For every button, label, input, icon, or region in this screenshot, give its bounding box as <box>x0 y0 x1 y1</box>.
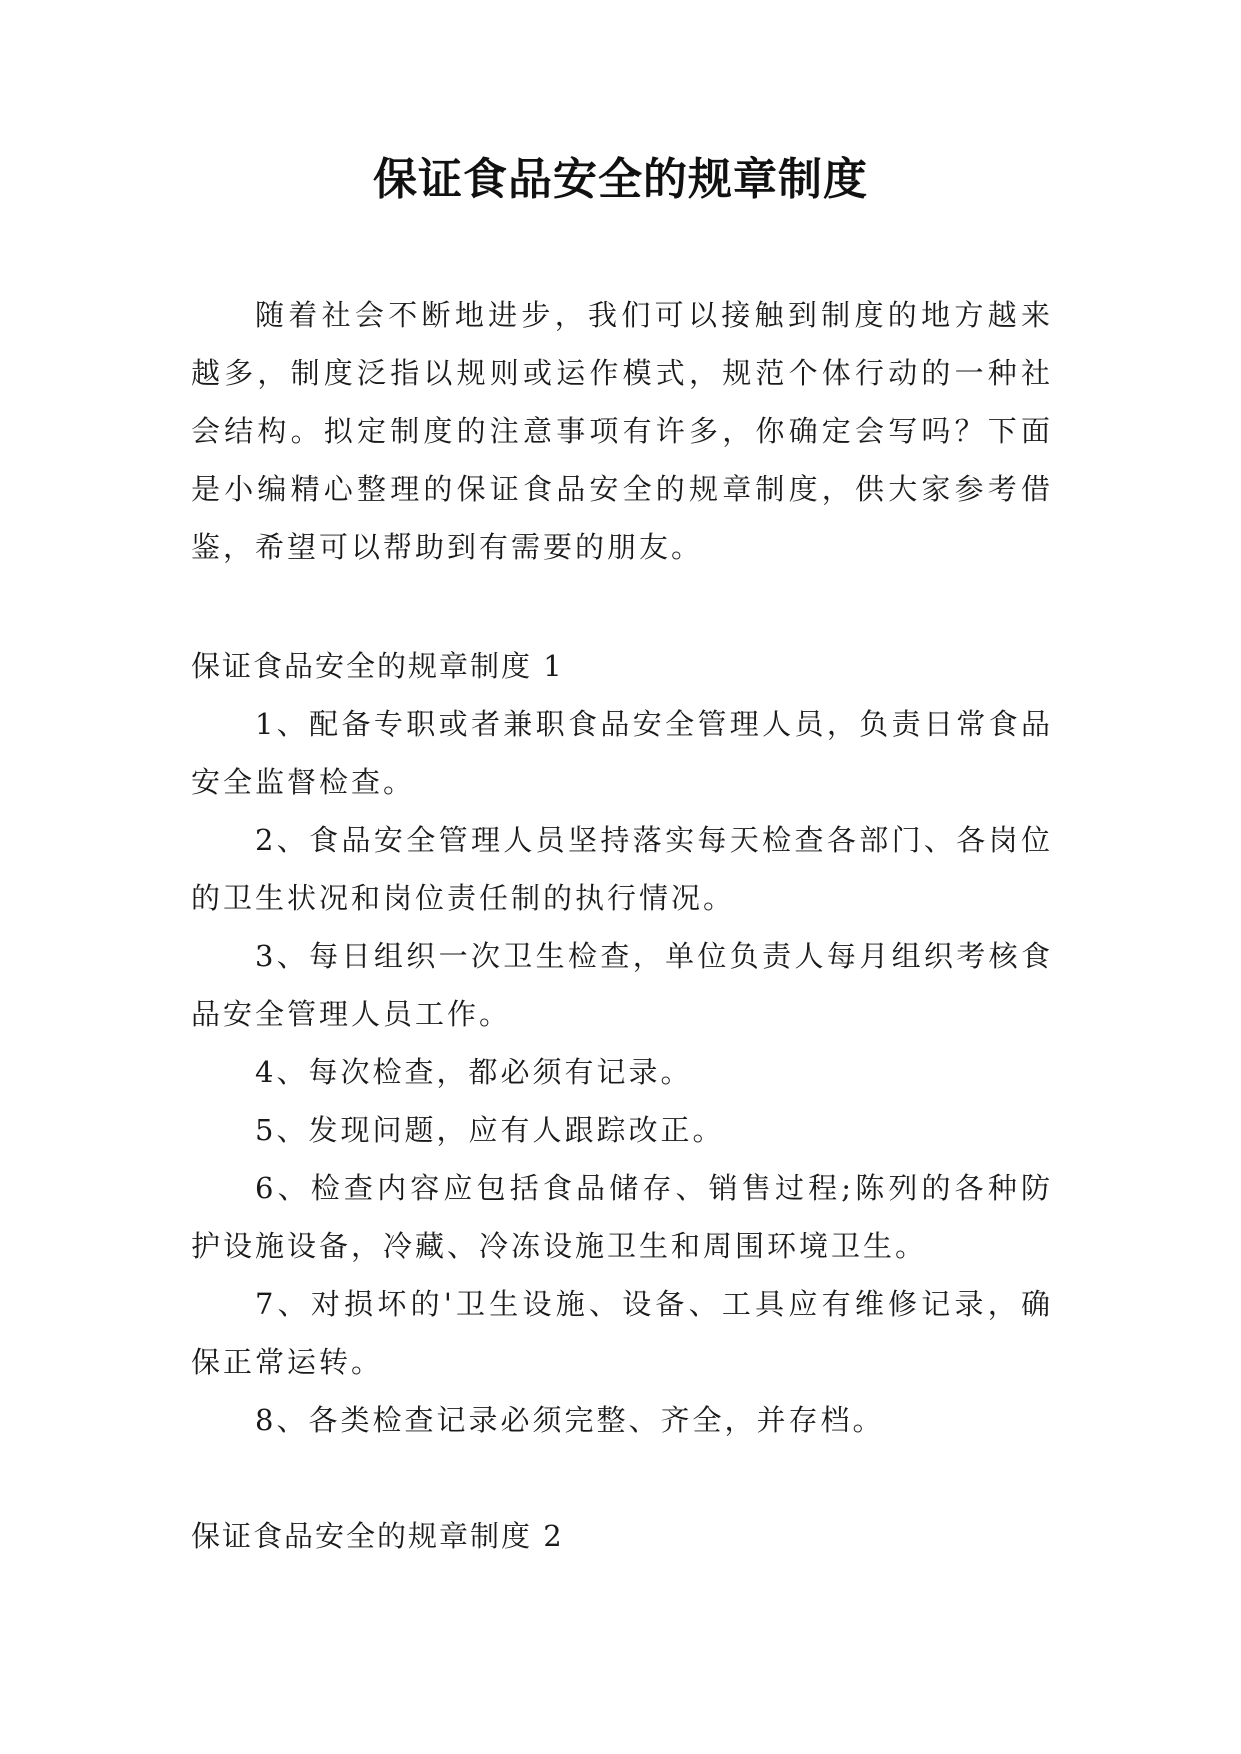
section-1-heading: 保证食品安全的规章制度 1 <box>191 649 564 683</box>
list-item: 1、配备专职或者兼职食品安全管理人员，负责日常食品安全监督检查。 <box>191 707 1053 799</box>
list-item: 5、发现问题，应有人跟踪改正。 <box>255 1113 725 1147</box>
section-2-heading: 保证食品安全的规章制度 2 <box>191 1519 564 1553</box>
list-item: 4、每次检查，都必须有记录。 <box>255 1055 693 1089</box>
list-item: 6、检查内容应包括食品储存、销售过程;陈列的各种防护设施设备，冷藏、冷冻设施卫生和周围环境卫生。 <box>191 1171 1053 1263</box>
list-item: 8、各类检查记录必须完整、齐全，并存档。 <box>255 1403 885 1437</box>
document-title: 保证食品安全的规章制度 <box>373 154 868 205</box>
section-1-list <box>191 695 1053 1449</box>
list-item: 3、每日组织一次卫生检查，单位负责人每月组织考核食品安全管理人员工作。 <box>191 939 1053 1031</box>
list-item: 2、食品安全管理人员坚持落实每天检查各部门、各岗位的卫生状况和岗位责任制的执行情况。 <box>191 823 1053 915</box>
intro-paragraph: 随着社会不断地进步，我们可以接触到制度的地方越来越多，制度泛指以规则或运作模式，规范个体行动的一种社会结构。拟定制度的注意事项有许多，你确定会写吗？下面是小编精心整理的保证食品安全的规章制度，供大家参考借鉴，希望可以帮助到有需要的朋友。 <box>191 298 1053 564</box>
list-item: 7、对损坏的'卫生设施、设备、工具应有维修记录，确保正常运转。 <box>191 1287 1053 1379</box>
